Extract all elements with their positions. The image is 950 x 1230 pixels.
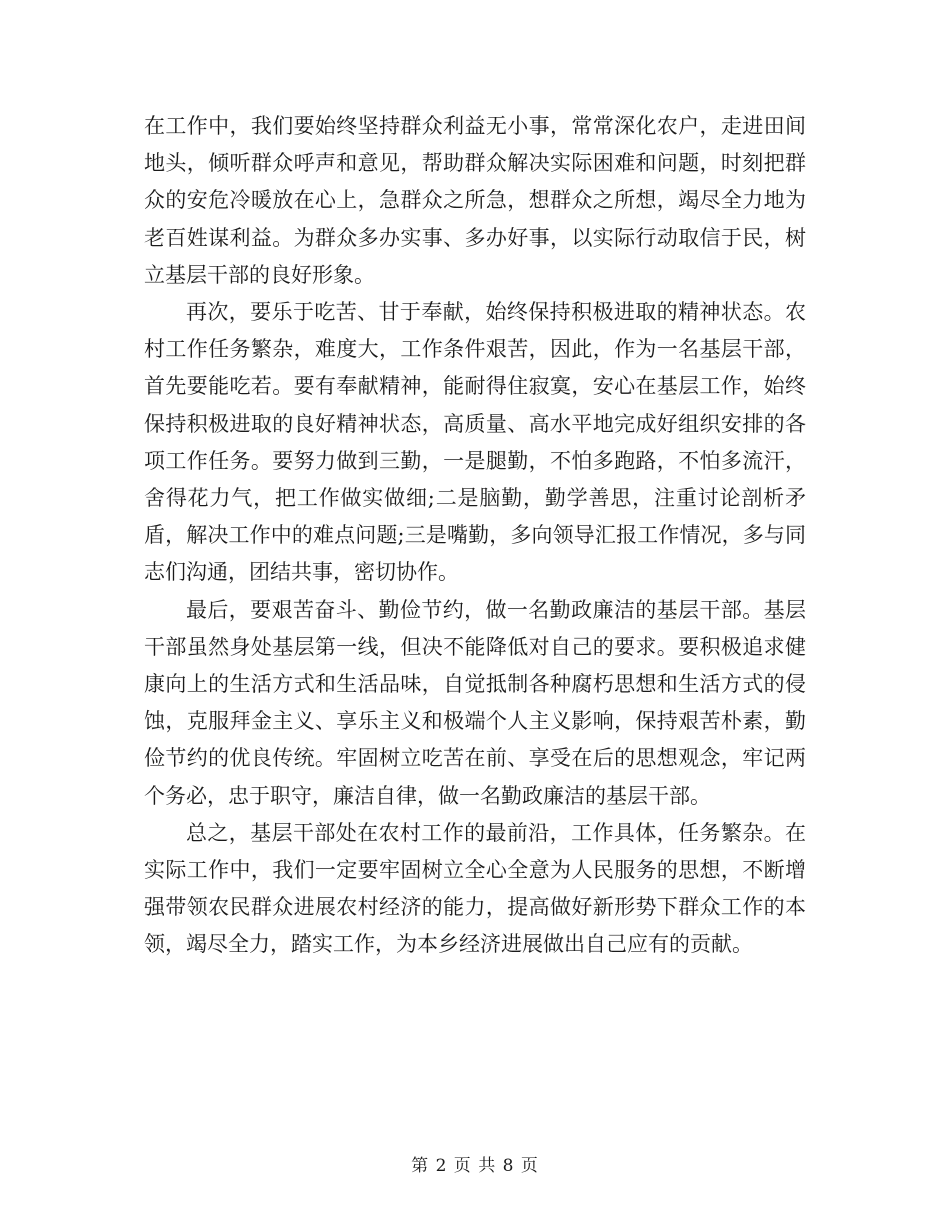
page-number-footer: 第 2 页 共 8 页 <box>411 1156 539 1176</box>
paragraph-2: 再次，要乐于吃苦、甘于奉献，始终保持积极进取的精神状态。农村工作任务繁杂，难度大，工作条件艰苦，因此，作为一名基层干部，首先要能吃若。要有奉献精神，能耐得住寂寞，安心在基层工作，始终保持积极进取的良好精神状态，高质量、高水平地完成好组织安排的各项工作任务。要努力做到三勤，一是腿勤，不怕多跑路，不怕多流汗，舍得花力气，把工作做实做细;二是脑勤，勤学善思，注重讨论剖析矛盾，解决工作中的难点问题;三是嘴勤，多向领导汇报工作情况，多与同志们沟通，团结共事，密切协作。 <box>144 300 806 585</box>
paragraph-3: 最后，要艰苦奋斗、勤俭节约，做一名勤政廉洁的基层干部。基层干部虽然身处基层第一线，但决不能降低对自己的要求。要积极追求健康向上的生活方式和生活品味，自觉抵制各种腐朽思想和生活方式的侵蚀，克服拜金主义、享乐主义和极端个人主义影响，保持艰苦朴素，勤俭节约的优良传统。牢固树立吃苦在前、享受在后的思想观念，牢记两个务必，忠于职守，廉洁自律，做一名勤政廉洁的基层干部。 <box>144 597 806 808</box>
paragraph-1: 在工作中，我们要始终坚持群众利益无小事，常常深化农户，走进田间地头，倾听群众呼声和意见，帮助群众解决实际困难和问题，时刻把群众的安危冷暖放在心上，急群众之所急，想群众之所想，竭尽全力地为老百姓谋利益。为群众多办实事、多办好事，以实际行动取信于民，树立基层干部的良好形象。 <box>144 114 806 287</box>
paragraph-4: 总之，基层干部处在农村工作的最前沿，工作具体，任务繁杂。在实际工作中，我们一定要牢固树立全心全意为人民服务的思想，不断增强带领农民群众进展农村经济的能力，提高做好新形势下群众工作的本领，竭尽全力，踏实工作，为本乡经济进展做出自己应有的贡献。 <box>144 820 806 957</box>
document-body <box>144 108 806 964</box>
